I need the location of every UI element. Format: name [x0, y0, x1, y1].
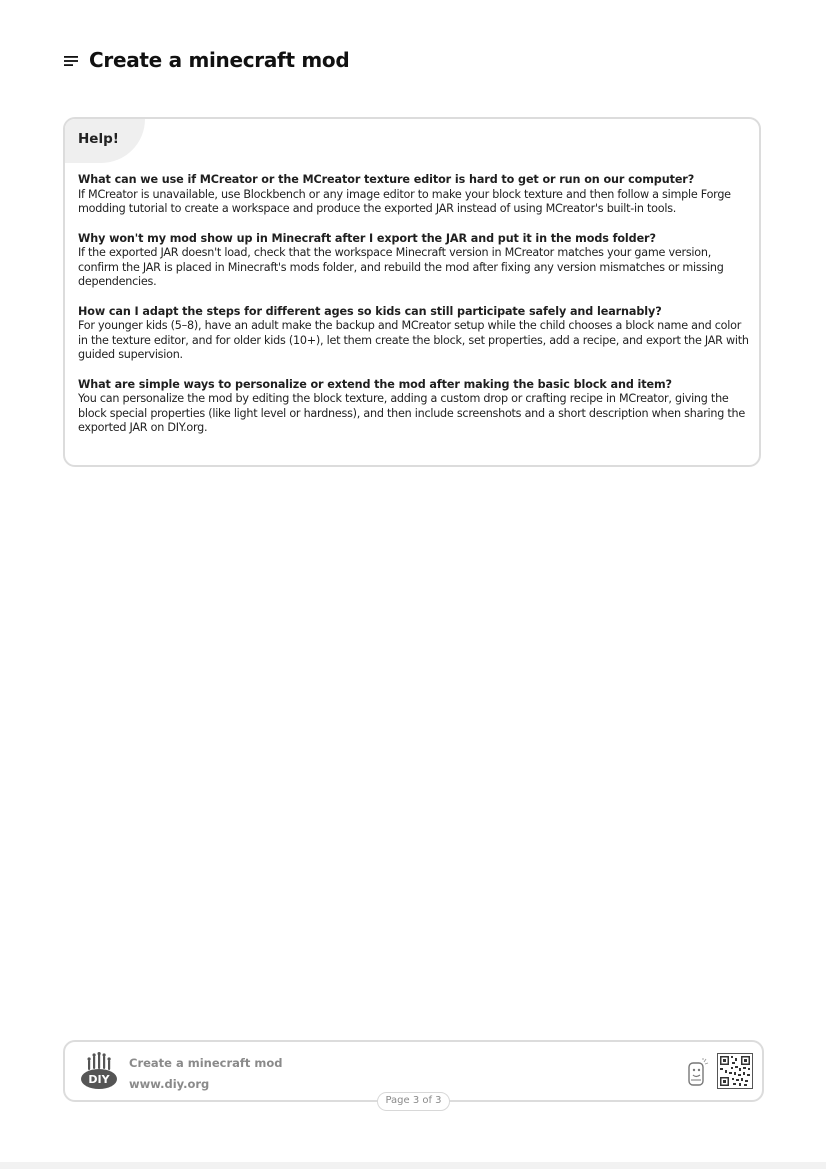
faq-item — [78, 173, 754, 217]
faq-question: What are simple ways to personalize or extend the mod after making the basic block and item? — [78, 377, 672, 391]
page-bottom-strip — [0, 1162, 826, 1169]
help-card — [63, 117, 761, 467]
faq-answer: For younger kids (5–8), have an adult make the backup and MCreator setup while the child chooses a block name and color in the texture editor, and for older kids (10+), let them create the block, set properties, add a recipe, and export the JAR with guided supervision. — [78, 319, 749, 361]
footer-url[interactable]: www.diy.org — [129, 1077, 210, 1091]
faq-question: Why won't my mod show up in Minecraft after I export the JAR and put it in the mods folder? — [78, 231, 656, 245]
page-header — [64, 48, 349, 72]
faq-item — [78, 305, 754, 363]
faq-answer: You can personalize the mod by editing the block texture, adding a custom drop or crafting recipe in MCreator, giving the block special properties (like light level or hardness), and then include screenshots and a short description when sharing the exported JAR on DIY.org. — [78, 392, 746, 434]
logo-text: DIY — [88, 1073, 110, 1086]
faq-answer: If the exported JAR doesn't load, check that the workspace Minecraft version in MCreator matches your game version, confirm the JAR is placed in Minecraft's mods folder, and rebuild the mod after fixing any version mismatches or missing dependencies. — [78, 246, 724, 288]
faq-list — [78, 173, 754, 451]
help-label: Help! — [78, 131, 119, 147]
page-number-badge: Page 3 of 3 — [377, 1092, 450, 1111]
faq-item — [78, 378, 754, 436]
diy-logo-icon — [79, 1052, 119, 1092]
qr-code-icon — [717, 1053, 753, 1089]
mascot-icon — [687, 1058, 709, 1088]
faq-question: What can we use if MCreator or the MCreator texture editor is hard to get or run on our computer? — [78, 173, 695, 186]
page-title: Create a minecraft mod — [89, 48, 350, 72]
faq-answer: If MCreator is unavailable, use Blockbench or any image editor to make your block texture and then follow a simple Forge modding tutorial to create a workspace and produce the exported JAR instead of using MCreator's built-in tools. — [78, 187, 731, 215]
menu-lines-icon — [64, 55, 78, 67]
faq-question: How can I adapt the steps for different ages so kids can still participate safely and learnably? — [78, 304, 662, 318]
faq-item — [78, 232, 754, 290]
footer-title: Create a minecraft mod — [129, 1056, 283, 1070]
